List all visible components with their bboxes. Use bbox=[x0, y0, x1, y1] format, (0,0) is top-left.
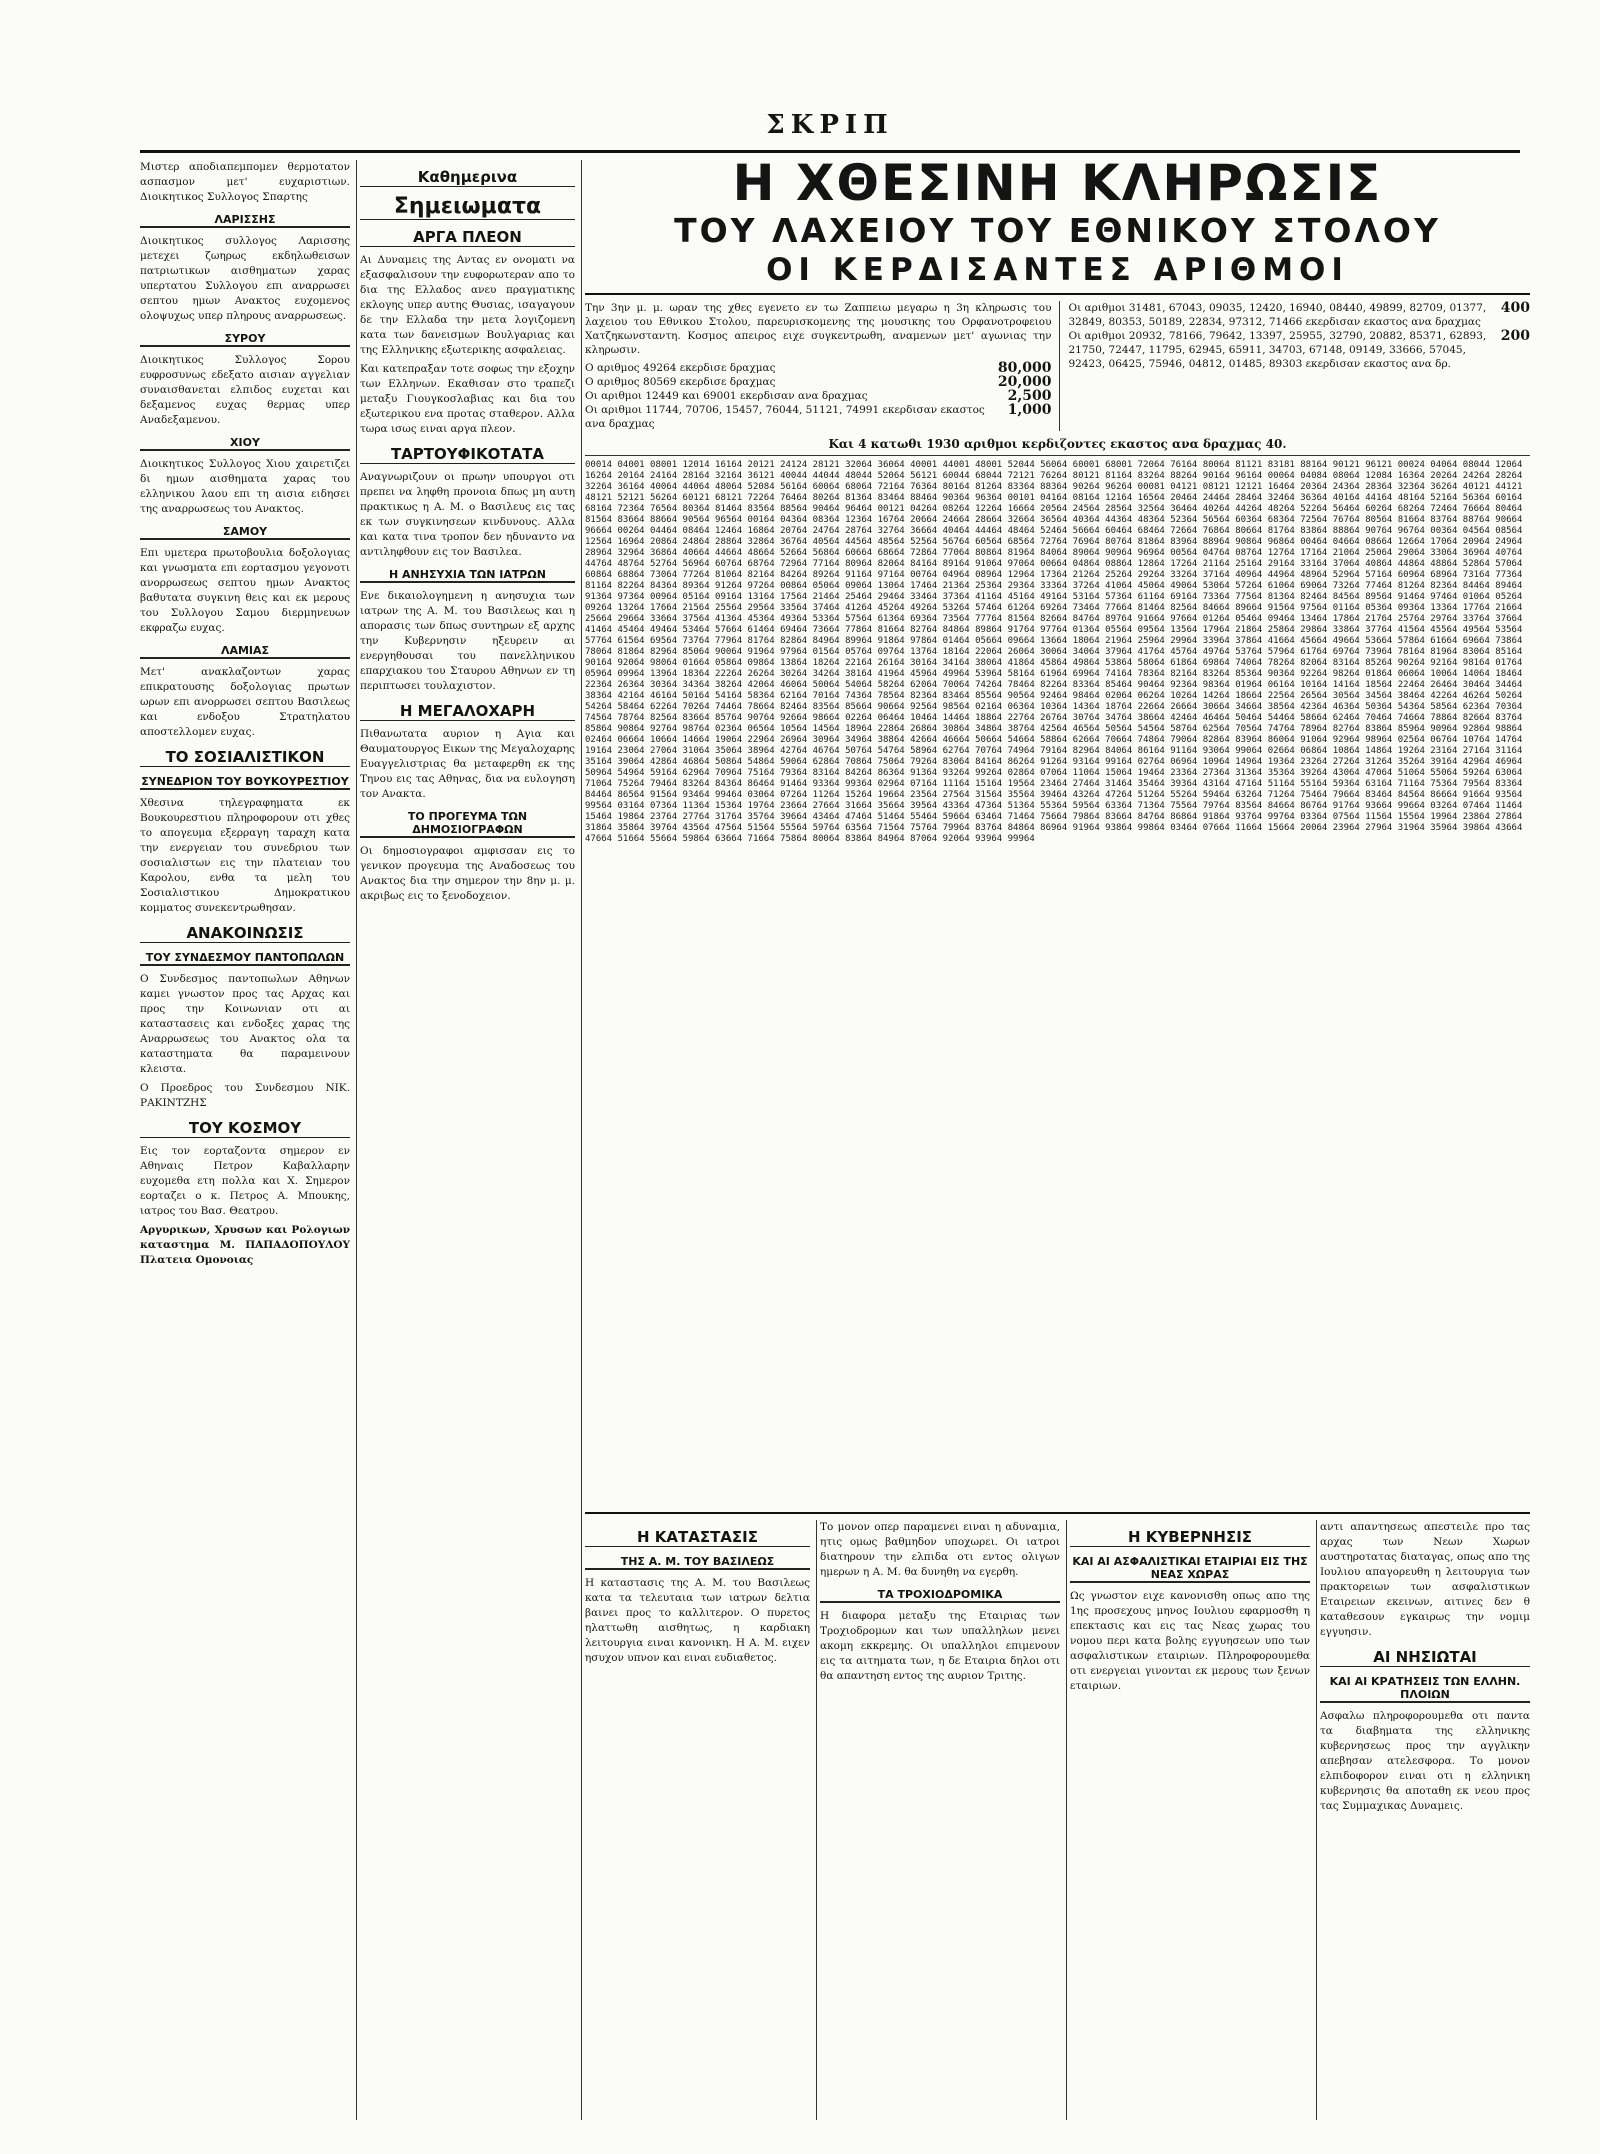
article-headline: Η ΑΝΗΣΥΧΙΑ ΤΩΝ ΙΑΤΡΩΝ bbox=[360, 568, 575, 583]
prize-row bbox=[585, 389, 1051, 403]
article-headline: ΤΟ ΠΡΟΓΕΥΜΑ ΤΩΝ ΔΗΜΟΣΙΟΓΡΑΦΩΝ bbox=[360, 810, 575, 838]
article-text: Διοικητικος Συλλογος Χιου χαιρετιζει δι ημων αισθηματα χαρας του ελληνικου λαου επι τη αισια ειδησει της αναρρωσεως του Ανακτος. bbox=[140, 458, 350, 515]
prize-text: Ο αριθμος 80569 εκερδισε δραχμας bbox=[585, 376, 776, 388]
column-title: Σημειωματα bbox=[360, 195, 575, 220]
article-text: Μιστερ αποδιαπεμπομεν θερμοτατον ασπασμον μετ' ευχαριστιων. Διοικητικος Συλλογος Σπαρτης bbox=[140, 161, 350, 203]
article-text: Μετ' ανακλαζοντων χαρας επικρατουσης δοξολογιας πρωτων ωρων επι ανορρωσει σεπτου Βασιλεως και ενδοξου Στρατηλατου αποστελλομεν ευχας. bbox=[140, 666, 350, 738]
article-text: Χθεσινα τηλεγραφηματα εκ Βουκουρεστιου πληροφορουν οτι χθες το απογευμα εξερραγη ταραχη κατα την ενεργειαν του συνεδριου των σοσιαλιστων εις την πλατειαν του Καρολου, ενθα τα μελη του Σοσιαλιστικου Δημοκρατικου κομματος συνεκεντρωθησαν. bbox=[140, 797, 350, 914]
article-subheadline: ΚΑΙ ΑΙ ΑΣΦΑΛΙΣΤΙΚΑΙ ΕΤΑΙΡΙΑΙ ΕΙΣ ΤΗΣ ΝΕΑΣ ΧΩΡΑΣ bbox=[1070, 1555, 1310, 1583]
article-text: Επι υμετερα πρωτοβουλια δοξολογιας και γνωσματα επι εορτασμου γεγονοτι ανορρωσεως σεπτου ημων Ανακτος βαθυτατα συγκινη θεις και εκ μερους του Συλλογου Σαμου διερμηνευων εκφραζω ευχας. bbox=[140, 547, 350, 634]
signature: Ο Προεδρος του Συνδεσμου ΝΙΚ. ΡΑΚΙΝΤΖΗΣ bbox=[140, 1082, 350, 1109]
prize-row bbox=[585, 375, 1051, 389]
article-headline: ΑΝΑΚΟΙΝΩΣΙΣ bbox=[140, 924, 350, 943]
section-heading: ΛΑΡΙΣΣΗΣ bbox=[140, 213, 350, 228]
lottery-section bbox=[585, 155, 1530, 1510]
prize-list-right bbox=[1059, 301, 1530, 431]
prize-amount: 2,500 bbox=[1007, 388, 1052, 404]
prize-list-left bbox=[585, 301, 1051, 431]
article-text: Η διαφορα μεταξυ της Εταιριας των Τροχιοδρομων και των υπαλληλων μενει ακομη εκκρεμης. Οι υπαλληλοι επιμενουν εις τα αιτηματα των, η δε Εταιρια δηλοι οτι θα απαντηση εντος της αυριον Τριτης. bbox=[820, 1610, 1060, 1682]
article-headline: ΤΟΥ ΚΟΣΜΟΥ bbox=[140, 1119, 350, 1138]
masthead bbox=[140, 110, 1520, 153]
section-heading: ΛΑΜΙΑΣ bbox=[140, 644, 350, 659]
prize-row bbox=[1068, 329, 1530, 371]
article-text: Αι Δυναμεις της Αντας εν ονοματι να εξασφαλισουν την ευφορωτεραν απο το δια της Ελλαδος ανευ πραγματικης εκλογης υπερ αυτης Θυσιας, ισαγαγουν δε την Ελλαδα την μετα λογιζομενη κατα των δανεισμων Βουλγαριας και της Ελληνικης εξωτερικης ασφαλειας. bbox=[360, 254, 575, 356]
article-headline: ΤΑΡΤΟΥΦΙΚΟΤΑΤΑ bbox=[360, 445, 575, 464]
section-heading: ΣΥΡΟΥ bbox=[140, 332, 350, 347]
prize-text: Οι αριθμοι 20932, 78166, 79642, 13397, 25955, 32790, 20882, 85371, 62893, 21750, 72447, 11795, 62945, 65911, 34703, 67148, 09149, 33666, 57045, 92423, 06425, 75946, 04812, 01485, 89303 εκερδισαν εκαστος ανα δρ. bbox=[1068, 330, 1487, 370]
bottom-column-2 bbox=[820, 1520, 1067, 2120]
prize-amount: 1,000 bbox=[1007, 402, 1052, 418]
masthead-title: ΣΚΡΙΠ bbox=[766, 110, 894, 140]
lottery-title: Η ΧΘΕΣΙΝΗ ΚΛΗΡΩΣΙΣ bbox=[732, 155, 1383, 212]
article-text: Ως γνωστον ειχε κανονισθη οπως απο της 1ης προσεχους μηνος Ιουλιου εφαρμοσθη η επεκτασις και εις τας Νεας χωρας του νομου περι κατα βολης εγγυησεων υπο των ασφαλιστικων εταιριων. Πληροφορουμεθα οτι ενεργειαι γινονται εκ μερους των ξενων εταιριων. bbox=[1070, 1590, 1310, 1692]
article-text: αντι απαντησεως απεστειλε προ τας αρχας των Νεων Χωρων αυστηροτατας διαταγας, οπως απο της Ιουλιου απαγορευθη η λειτουργια των πρακτορειων των ασφαλιστικων Εταιρειων εκεινων, αιτινες δεν θ καταθεσουν εγκαιρως την νομιμ εγγυησιν. bbox=[1320, 1521, 1530, 1638]
column-1 bbox=[140, 160, 357, 2120]
article-headline: ΑΡΓΑ ΠΛΕΟΝ bbox=[360, 228, 575, 247]
article-text: Ασφαλω πληροφορουμεθα οτι παντα τα διαβηματα της ελληνικης κυβερνησεως προς την αγγλικην απεβησαν ατελεσφορα. Το μονον ελπιδοφορον ειναι οτι η ελληνικη κυβερνησις θα αποταθη εκ νεου προς τας Συμμαχικας Δυναμεις. bbox=[1320, 1710, 1530, 1812]
article-text: Διοικητικος συλλογος Λαρισσης μετεχει ζωηρως εκδηλωθεισων πατριωτικων αισθηματων χαρας υπερτατου Συλλογου επι αναρρωσει σεπτου ημων Ανακτος ευχομενος ολοψυχως υπερ πληρους αναρρωσεως. bbox=[140, 235, 350, 322]
prize-amount: 200 bbox=[1500, 328, 1530, 344]
article-text: Ο Συνδεσμος παντοπωλων Αθηνων καμει γνωστον προς τας Αρχας και προς την Κοινωνιαν οτι αι καταστασεις και ενδοξες χαρας της Αναρρωσεως του Ανακτος ολα τα καταστηματα θα παραμεινουν κλειστα. bbox=[140, 973, 350, 1075]
prize-text: Οι αριθμοι 11744, 70706, 15457, 76044, 51121, 74991 εκερδισαν εκαστος ανα δραχμας bbox=[585, 404, 985, 430]
article-text: Αναγνωριζουν οι πρωην υπουργοι οτι πρεπει να ληφθη προνοια δπως μη αυτη πρακτικως η Α. Μ. ο Βασιλευς εις τας εκ των συγκινησεων κινδυνους. Αλλα και κατα τινα τροπον δεν ηδυναντο να αντιληφθουν εις τον Βασιλεα. bbox=[360, 471, 575, 558]
prize-text: Οι αριθμοι 31481, 67043, 09035, 12420, 16940, 08440, 49899, 82709, 01377, 32849, 80353, 50189, 22834, 97312, 71466 εκερδισαν εκαστος ανα δραχμας bbox=[1068, 302, 1487, 328]
article-text: Πιθανωτατα αυριον η Αγια και Θαυματουργος Εικων της Μεγαλοχαρης Ευαγγελιστριας θα μεταφερθη εκ της Τηνου εις τας Αθηνας, δια να ευλογηση τον Ανακτα. bbox=[360, 728, 575, 800]
article-headline: ΤΟ ΣΟΣΙΑΛΙΣΤΙΚΟΝ bbox=[140, 748, 350, 767]
lottery-subtitle: ΤΟΥ ΛΑΧΕΙΟΥ ΤΟΥ ΕΘΝΙΚΟΥ ΣΤΟΛΟΥ bbox=[674, 211, 1441, 250]
column-2 bbox=[360, 160, 582, 2120]
article-subheadline: ΤΗΣ Α. Μ. ΤΟΥ ΒΑΣΙΛΕΩΣ bbox=[585, 1555, 810, 1570]
prize-text: Οι αριθμοι 12449 και 69001 εκερδισαν ανα δραχμας bbox=[585, 390, 868, 402]
advertisement: Αργυρικων, Χρυσων και Ρολογιων καταστημα Μ. ΠΑΠΑΔΟΠΟΥΛΟΥ Πλατεια Ομονοιας bbox=[140, 1224, 350, 1266]
article-headline: Η ΚΥΒΕΡΝΗΣΙΣ bbox=[1070, 1528, 1310, 1547]
article-text: Και κατεπραξαν τοτε σοφως την εξοχην των Ελληνων. Εκαθισαν στο τραπεζι μεταξυ Γιουγκοσλαβιας και δια του εξωτερικου ενα προτας σταθερον. Αλλα τωρα ισως ειναι αργα πλεον. bbox=[360, 363, 575, 435]
lottery-intro: Την 3ην μ. μ. ωραν της χθες εγενετο εν τω Ζαππειω μεγαρω η 3η κληρωσις του λαχειου του Εθνικου Στολου, παρευρισκομενης της μουσικης του Ορφανοτροφειου Χατζηκωνσταντη. Κοσμος απειρος ειχε συγκεντρωθη, αναμενων μετ' αγωνιας την κληρωσιν. bbox=[585, 302, 1052, 356]
prize-list bbox=[585, 301, 1530, 431]
article-subheadline: ΣΥΝΕΔΡΙΟΝ ΤΟΥ ΒΟΥΚΟΥΡΕΣΤΙΟΥ bbox=[141, 775, 349, 788]
prize-row bbox=[585, 403, 1051, 431]
prize-row bbox=[585, 361, 1051, 375]
prize-amount: 20,000 bbox=[997, 374, 1052, 390]
article-headline: ΤΑ ΤΡΟΧΙΟΔΡΟΜΙΚΑ bbox=[820, 1588, 1060, 1603]
article-subheadline: ΚΑΙ ΑΙ ΚΡΑΤΗΣΕΙΣ ΤΩΝ ΕΛΛΗΝ. ΠΛΟΙΩΝ bbox=[1320, 1675, 1530, 1703]
article-text: Ενε δικαιολογημενη η ανησυχια των ιατρων της Α. Μ. του Βασιλεως και η απορασις των δπως συντηρων εξ αρχης την Κυβερνησιν ηξευρειν αι ενεργηθουσαι του πανελληνικου επαρχιακου του Σταυρου Αθηνων εν τη περιπτωσει τουλαχιστον. bbox=[360, 590, 575, 692]
article-text: Εις τον εορταζοντα σημερον εν Αθηναις Πετρον Καβαλλαρην ευχομεθα ετη πολλα και Χ. Σημερον εορταζει ο κ. Πετρος Α. Μπουκης, ιατρος του Βασ. Θεατρου. bbox=[140, 1145, 350, 1217]
article-subheadline: ΤΟΥ ΣΥΝΔΕΣΜΟΥ ΠΑΝΤΟΠΩΛΩΝ bbox=[140, 951, 350, 966]
article-text: Το μονον οπερ παραμενει ειναι η αδυναμια, ητις ομως βαθμηδον υποχωρει. Οι ιατροι διατηρουν την ελπιδα οτι εντος ολιγων ημερων η Α. Μ. θα δυνηθη να εγερθη. bbox=[820, 1521, 1060, 1578]
bottom-column-1 bbox=[585, 1520, 817, 2120]
prize-amount: 80,000 bbox=[997, 360, 1052, 376]
bottom-column-4 bbox=[1320, 1520, 1530, 2120]
lottery-subtitle: ΟΙ ΚΕΡΔΙΣΑΝΤΕΣ ΑΡΙΘΜΟΙ bbox=[585, 251, 1530, 295]
prize-text: Ο αριθμος 49264 εκερδισε δραχμας bbox=[585, 362, 776, 374]
minor-prize-line: Και 4 κατωθι 1930 αριθμοι κερδιζοντες εκαστος ανα δραχμας 40. bbox=[828, 437, 1287, 451]
section-heading: ΣΑΜΟΥ bbox=[140, 525, 350, 540]
article-headline: ΑΙ ΝΗΣΙΩΤΑΙ bbox=[1320, 1648, 1530, 1667]
article-headline: Η ΚΑΤΑΣΤΑΣΙΣ bbox=[585, 1528, 810, 1547]
bottom-column-3 bbox=[1070, 1520, 1317, 2120]
article-text: Η καταστασις της Α. Μ. του Βασιλεως κατα τα τελευταια των ιατρων δελτια βαινει προς το καλλιτερον. Ο πυρετος ηλαττωθη αισθητως, η καρδιακη λειτουργια ειναι κανονικη. Η Α. Μ. ειχεν ησυχον υπνον και ειναι ευδιαθετος. bbox=[585, 1577, 810, 1664]
divider bbox=[585, 1512, 1530, 1514]
winning-numbers-grid: 00014 04001 08001 12014 16164 20121 24124 28121 32064 36064 40001 44001 48001 52044 56064 60001 68001 72064 76164 80064 81121 83181 88164 90121 96121 00024 04064 08044 12064 16264 20164 24164 28164 32164 36121 40044 44044 48044 52064 56121 60044 68044 72121 76264 80121 81164 83264 88264 90164 96164 00064 04084 08064 12084 16364 20264 24264 28264 32264 36164 40064 44064 48064 52084 56164 60064 68064 72164 76364 80164 81264 83364 88364 90264 96264 00081 04121 08121 12121 16464 20364 24364 28364 32364 36264 40121 44121 48121 52121 56264 60121 68121 72264 76464 80264 81364 83464 88464 90364 96364 00101 04164 08164 12164 16564 20464 24464 28464 32464 36364 40164 44164 48164 52164 56364 60164 68164 72364 76564 80364 81464 83564 88564 90464 96464 00121 04264 08264 12264 16664 20564 24564 28564 32564 36464 40264 44264 48264 52264 56464 60264 68264 72464 76664 80464 81564 83664 88664 90564 96564 00164 04364 08364 12364 16764 20664 24664 28664 32664 36564 40364 44364 48364 52364 56564 60364 68364 72564 76764 80564 81664 83764 88764 90664 96664 00264 04464 08464 12464 16864 20764 24764 28764 32764 36664 40464 44464 48464 52464 56664 60464 68464 72664 76864 80664 81764 83864 88864 90764 96764 00364 04564 08564 12564 16964 20864 24864 28864 32864 36764 40564 44564 48564 52564 56764 60564 68564 72764 76964 80764 81864 83964 88964 90864 96864 00464 04664 08664 12664 17064 20964 24964 28964 32964 36864 40664 44664 48664 52664 56864 60664 68664 72864 77064 80864 81964 84064 89064 90964 96964 00564 04764 08764 12764 17164 21064 25064 29064 33064 36964 40764 44764 48764 52764 56964 60764 68764 72964 77164 80964 82064 84164 89164 91064 97064 00664 04864 08864 12864 17264 21164 25164 29164 33164 37064 40864 44864 48864 52864 57064 60864 68864 73064 77264 81064 82164 84264 89264 91164 97164 00764 04964 08964 12964 17364 21264 25264 29264 33264 37164 40964 44964 48964 52964 57164 60964 68964 73164 77364 81164 82264 84364 89364 91264 97264 00864 05064 09064 13064 17464 21364 25364 29364 33364 37264 41064 45064 49064 53064 57264 61064 69064 73264 77464 81264 82364 84464 89464 91364 97364 00964 05164 09164 13164 17564 21464 25464 29464 33464 37364 41164 45164 49164 53164 57364 61164 69164 73364 77564 81364 82464 84564 89564 91464 97464 01064 05264 09264 13264 17664 21564 25564 29564 33564 37464 41264 45264 49264 53264 57464 61264 69264 73464 77664 81464 82564 84664 89664 91564 97564 01164 05364 09364 13364 17764 21664 25664 29664 33664 37564 41364 45364 49364 53364 57564 61364 69364 73564 77764 81564 82664 84764 89764 91664 97664 01264 05464 09464 13464 17864 21764 25764 29764 33764 37664 41464 45464 49464 53464 57664 61464 69464 73664 77864 81664 82764 84864 89864 91764 97764 01364 05564 09564 13564 17964 21864 25864 29864 33864 37764 41564 45564 49564 53564 57764 61564 69564 73764 77964 81764 82864 84964 89964 91864 97864 01464 05664 09664 13664 18064 21964 25964 29964 33964 37864 41664 45664 49664 53664 57864 61664 69664 73864 78064 81864 82964 85064 90064 91964 97964 01564 05764 09764 13764 18164 22064 26064 30064 34064 37964 41764 45764 49764 53764 57964 61764 69764 73964 78164 81964 83064 85164 90164 92064 98064 01664 05864 09864 13864 18264 22164 26164 30164 34164 38064 41864 45864 49864 53864 58064 61864 69864 74064 78264 82064 83164 85264 90264 92164 98164 01764 05964 09964 13964 18364 22264 26264 30264 34264 38164 41964 45964 49964 53964 58164 61964 69964 74164 78364 82164 83264 85364 90364 92264 98264 01864 06064 10064 14064 18464 22364 26364 30364 34364 38264 42064 46064 50064 54064 58264 62064 70064 74264 78464 82264 83364 85464 90464 92364 98364 01964 06164 10164 14164 18564 22464 26464 30464 34464 38364 42164 46164 50164 54164 58364 62164 70164 74364 78564 82364 83464 85564 90564 92464 98464 02064 06264 10264 14264 18664 22564 26564 30564 34564 38464 42264 46264 50264 54264 58464 62264 70264 74464 78664 82464 83564 85664 90664 92564 98564 02164 06364 10364 14364 18764 22664 26664 30664 34664 38564 42364 46364 50364 54364 58564 62364 70364 74564 78764 82564 83664 85764 90764 92664 98664 02264 06464 10464 14464 18864 22764 26764 30764 34764 38664 42464 46464 50464 54464 58664 62464 70464 74664 78864 82664 83764 85864 90864 92764 98764 02364 06564 10564 14564 18964 22864 26864 30864 34864 38764 42564 46564 50564 54564 58764 62564 70564 74764 78964 82764 83864 85964 90964 92864 98864 02464 06664 10664 14664 19064 22964 26964 30964 34964 38864 42664 46664 50664 54664 58864 62664 70664 74864 79064 82864 83964 86064 91064 92964 98964 02564 06764 10764 14764 19164 23064 27064 31064 35064 38964 42764 46764 50764 54764 58964 62764 70764 74964 79164 82964 84064 86164 91164 93064 99064 02664 06864 10864 14864 19264 23164 27164 31164 35164 39064 42864 46864 50864 54864 59064 62864 70864 75064 79264 83064 84164 86264 91264 93164 99164 02764 06964 10964 14964 19364 23264 27264 31264 35264 39164 42964 46964 50964 54964 59164 62964 70964 75164 79364 83164 84264 86364 91364 93264 99264 02864 07064 11064 15064 19464 23364 27364 31364 35364 39264 43064 47064 51064 55064 59264 63064 71064 75264 79464 83264 84364 86464 91464 93364 99364 02964 07164 11164 15164 19564 23464 27464 31464 35464 39364 43164 47164 51164 55164 59364 63164 71164 75364 79564 83364 84464 86564 91564 93464 99464 03064 07264 11264 15264 19664 23564 27564 31564 35564 39464 43264 47264 51264 55264 59464 63264 71264 75464 79664 83464 84564 86664 91664 93564 99564 03164 07364 11364 15364 19764 23664 27664 31664 35664 39564 43364 47364 51364 55364 59564 63364 71364 75564 79764 83564 84664 86764 91764 93664 99664 03264 07464 11464 15464 19864 23764 27764 31764 35764 39664 43464 47464 51464 55464 59664 63464 71464 75664 79864 83664 84764 86864 91864 93764 99764 03364 07564 11564 15564 19964 23864 27864 31864 35864 39764 43564 47564 51564 55564 59764 63564 71564 75764 79964 83764 84864 86964 91964 93864 99864 03464 07664 11664 15664 20064 23964 27964 31964 35964 39864 43664 47664 51664 55664 59864 63664 71664 75864 80064 83864 84964 87064 92064 93964 99964 bbox=[585, 455, 1530, 1510]
prize-row bbox=[1068, 301, 1530, 329]
article-text: Διοικητικος Συλλογος Σορου ευφροσυνως εδεξατο αισιαν αγγελιαν συναισθανεται ελπιδος ευχεται και δεξαμενος ευχας θερμας υπερ Αναδεξαμενου. bbox=[140, 354, 350, 426]
article-text: Οι δημοσιογραφοι αμφισσαν εις το γενικον προγευμα της Αναδοσεως του Ανακτος δια την σημερον την 8ην μ. μ. ακριβως εις το ξενοδοχειον. bbox=[360, 845, 575, 902]
column-title: Καθημερινα bbox=[360, 168, 575, 187]
prize-amount: 400 bbox=[1500, 300, 1530, 316]
article-headline: Η ΜΕΓΑΛΟΧΑΡΗ bbox=[360, 702, 575, 721]
section-heading: ΧΙΟΥ bbox=[140, 436, 350, 451]
